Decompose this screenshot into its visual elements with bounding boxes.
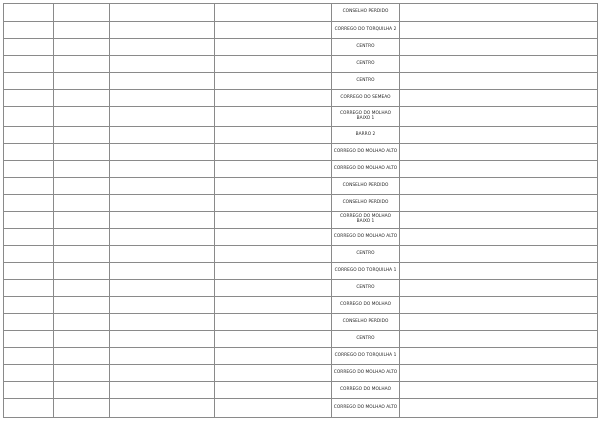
- location-cell: CORREGO DO MOLHAO BAIXO 1: [332, 107, 400, 127]
- table-row: [4, 144, 598, 161]
- empty-cell: [400, 56, 598, 73]
- empty-cell: [400, 195, 598, 212]
- empty-cell: [4, 348, 54, 365]
- empty-cell: [54, 90, 110, 107]
- location-cell: CENTRO: [332, 331, 400, 348]
- empty-cell: [215, 4, 332, 22]
- empty-cell: [400, 107, 598, 127]
- empty-cell: [54, 161, 110, 178]
- empty-cell: [215, 178, 332, 195]
- empty-cell: [215, 280, 332, 297]
- empty-cell: [215, 161, 332, 178]
- empty-cell: [215, 107, 332, 127]
- empty-cell: [110, 56, 215, 73]
- empty-cell: [215, 365, 332, 382]
- empty-cell: [400, 39, 598, 56]
- table-row: [4, 39, 598, 56]
- empty-cell: [4, 263, 54, 280]
- empty-cell: [110, 399, 215, 418]
- location-cell: CENTRO: [332, 280, 400, 297]
- empty-cell: [54, 4, 110, 22]
- location-cell: CONSELHO PERDIDO: [332, 178, 400, 195]
- empty-cell: [215, 56, 332, 73]
- empty-cell: [4, 195, 54, 212]
- empty-cell: [215, 39, 332, 56]
- location-cell: CORREGO DO MOLHAO: [332, 382, 400, 399]
- empty-cell: [400, 348, 598, 365]
- empty-cell: [110, 382, 215, 399]
- empty-cell: [54, 297, 110, 314]
- empty-cell: [54, 280, 110, 297]
- table-row: [4, 365, 598, 382]
- empty-cell: [4, 22, 54, 39]
- empty-cell: [54, 314, 110, 331]
- empty-cell: [4, 90, 54, 107]
- empty-cell: [400, 22, 598, 39]
- empty-cell: [400, 229, 598, 246]
- empty-cell: [54, 178, 110, 195]
- empty-cell: [54, 73, 110, 90]
- empty-cell: [400, 399, 598, 418]
- empty-cell: [400, 4, 598, 22]
- roster-table: [3, 3, 598, 418]
- empty-cell: [400, 263, 598, 280]
- location-cell: CONSELHO PERDIDO: [332, 314, 400, 331]
- empty-cell: [400, 161, 598, 178]
- table-row: [4, 229, 598, 246]
- empty-cell: [110, 73, 215, 90]
- table-row: [4, 22, 598, 39]
- empty-cell: [400, 246, 598, 263]
- empty-cell: [110, 263, 215, 280]
- empty-cell: [400, 90, 598, 107]
- empty-cell: [110, 4, 215, 22]
- empty-cell: [215, 246, 332, 263]
- table-row: [4, 297, 598, 314]
- empty-cell: [4, 107, 54, 127]
- empty-cell: [4, 399, 54, 418]
- empty-cell: [54, 246, 110, 263]
- empty-cell: [4, 73, 54, 90]
- empty-cell: [110, 178, 215, 195]
- empty-cell: [110, 39, 215, 56]
- empty-cell: [215, 90, 332, 107]
- empty-cell: [54, 382, 110, 399]
- empty-cell: [215, 127, 332, 144]
- location-cell: CORREGO DO MOLHAO ALTO: [332, 161, 400, 178]
- empty-cell: [54, 39, 110, 56]
- location-cell: CORREGO DO MOLHAO ALTO: [332, 144, 400, 161]
- location-cell: CONSELHO PERDIDO: [332, 4, 400, 22]
- empty-cell: [215, 331, 332, 348]
- table-row: [4, 161, 598, 178]
- empty-cell: [215, 73, 332, 90]
- table-row: [4, 263, 598, 280]
- table-row: [4, 73, 598, 90]
- empty-cell: [110, 107, 215, 127]
- empty-cell: [4, 144, 54, 161]
- location-cell: CORREGO DO MOLHAO ALTO: [332, 365, 400, 382]
- table-row: [4, 314, 598, 331]
- table-row: [4, 4, 598, 22]
- empty-cell: [110, 246, 215, 263]
- location-cell: CENTRO: [332, 246, 400, 263]
- empty-cell: [110, 297, 215, 314]
- empty-cell: [215, 399, 332, 418]
- empty-cell: [400, 365, 598, 382]
- empty-cell: [4, 246, 54, 263]
- empty-cell: [110, 314, 215, 331]
- location-cell: BARRO 2: [332, 127, 400, 144]
- empty-cell: [54, 229, 110, 246]
- empty-cell: [54, 399, 110, 418]
- empty-cell: [4, 382, 54, 399]
- empty-cell: [4, 280, 54, 297]
- empty-cell: [400, 127, 598, 144]
- location-cell: CORREGO DO MOLHAO ALTO: [332, 229, 400, 246]
- empty-cell: [54, 212, 110, 229]
- empty-cell: [110, 144, 215, 161]
- empty-cell: [400, 297, 598, 314]
- table-row: [4, 331, 598, 348]
- empty-cell: [400, 280, 598, 297]
- table-row: [4, 56, 598, 73]
- location-cell: CORREGO DO TORQUILHA 1: [332, 348, 400, 365]
- empty-cell: [4, 178, 54, 195]
- empty-cell: [4, 39, 54, 56]
- empty-cell: [215, 382, 332, 399]
- empty-cell: [215, 22, 332, 39]
- empty-cell: [54, 365, 110, 382]
- empty-cell: [54, 263, 110, 280]
- empty-cell: [215, 212, 332, 229]
- table-row: [4, 178, 598, 195]
- location-cell: CENTRO: [332, 73, 400, 90]
- empty-cell: [4, 365, 54, 382]
- table-row: [4, 127, 598, 144]
- empty-cell: [54, 144, 110, 161]
- empty-cell: [4, 331, 54, 348]
- empty-cell: [110, 365, 215, 382]
- location-cell: CORREGO DO TORQUILHA 1: [332, 263, 400, 280]
- empty-cell: [215, 297, 332, 314]
- location-cell: CORREGO DO MOLHAO ALTO: [332, 399, 400, 418]
- table-row: [4, 195, 598, 212]
- empty-cell: [54, 107, 110, 127]
- empty-cell: [400, 212, 598, 229]
- empty-cell: [4, 4, 54, 22]
- table-row: [4, 382, 598, 399]
- empty-cell: [54, 56, 110, 73]
- location-cell: CORREGO DO MOLHAO: [332, 297, 400, 314]
- empty-cell: [4, 56, 54, 73]
- table-row: [4, 280, 598, 297]
- empty-cell: [110, 280, 215, 297]
- empty-cell: [4, 297, 54, 314]
- location-cell: CENTRO: [332, 56, 400, 73]
- empty-cell: [4, 314, 54, 331]
- empty-cell: [400, 314, 598, 331]
- empty-cell: [400, 331, 598, 348]
- empty-cell: [4, 127, 54, 144]
- empty-cell: [110, 212, 215, 229]
- empty-cell: [110, 195, 215, 212]
- location-cell: CORREGO DO SEMEAO: [332, 90, 400, 107]
- empty-cell: [215, 263, 332, 280]
- table-row: [4, 399, 598, 418]
- empty-cell: [54, 348, 110, 365]
- empty-cell: [54, 22, 110, 39]
- table-row: [4, 212, 598, 229]
- table-row: [4, 90, 598, 107]
- table-row: [4, 107, 598, 127]
- location-cell: CENTRO: [332, 39, 400, 56]
- empty-cell: [54, 331, 110, 348]
- document-page: [3, 3, 597, 418]
- empty-cell: [110, 348, 215, 365]
- table-row: [4, 348, 598, 365]
- empty-cell: [110, 22, 215, 39]
- empty-cell: [400, 73, 598, 90]
- location-cell: CORREGO DO MOLHAO BAIXO 1: [332, 212, 400, 229]
- table-row: [4, 246, 598, 263]
- empty-cell: [110, 90, 215, 107]
- empty-cell: [110, 127, 215, 144]
- empty-cell: [110, 229, 215, 246]
- roster-body: [4, 4, 598, 418]
- location-cell: CONSELHO PERDIDO: [332, 195, 400, 212]
- empty-cell: [400, 144, 598, 161]
- empty-cell: [110, 161, 215, 178]
- empty-cell: [4, 212, 54, 229]
- empty-cell: [215, 229, 332, 246]
- empty-cell: [4, 161, 54, 178]
- empty-cell: [110, 331, 215, 348]
- empty-cell: [4, 229, 54, 246]
- empty-cell: [400, 382, 598, 399]
- empty-cell: [215, 195, 332, 212]
- empty-cell: [215, 144, 332, 161]
- empty-cell: [215, 314, 332, 331]
- empty-cell: [215, 348, 332, 365]
- empty-cell: [400, 178, 598, 195]
- empty-cell: [54, 127, 110, 144]
- empty-cell: [54, 195, 110, 212]
- location-cell: CORREGO DO TORQUILHA 2: [332, 22, 400, 39]
